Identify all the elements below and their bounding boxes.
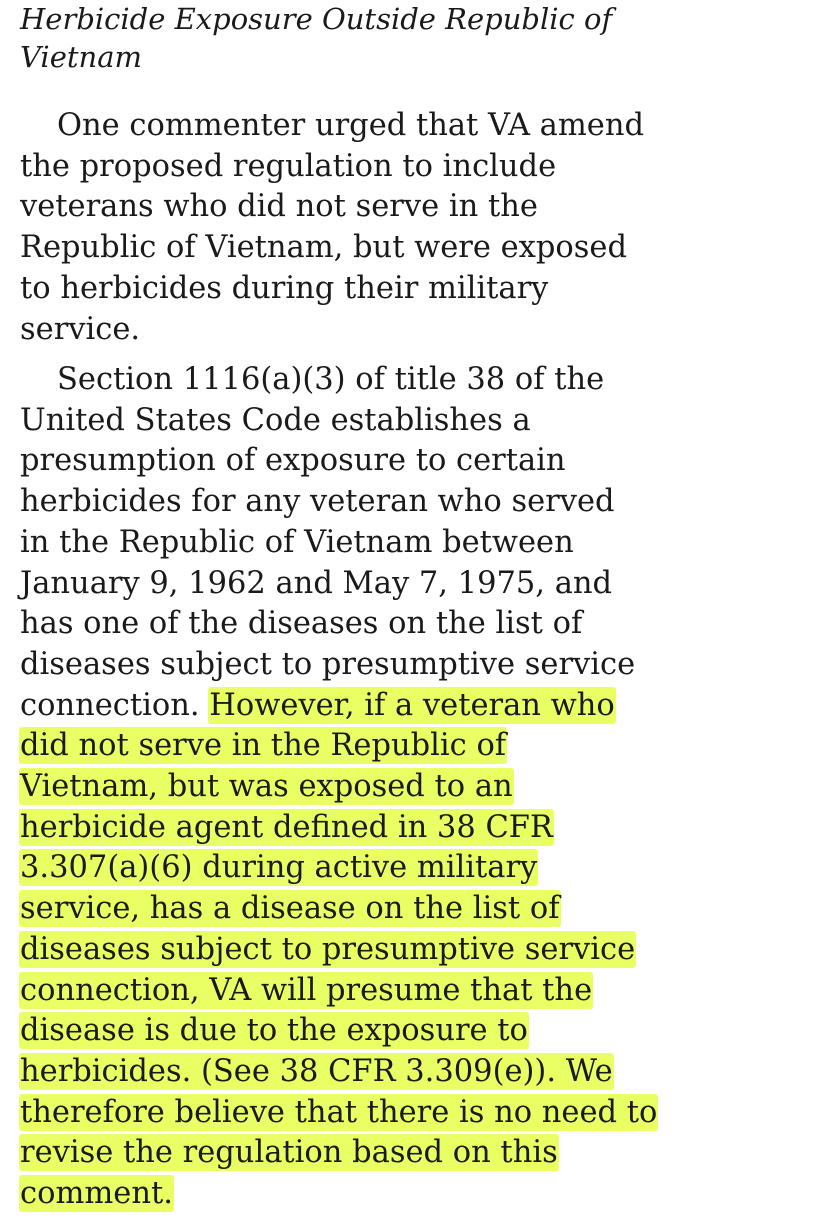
highlighted-text: herbicide agent defined in 38 CFR <box>20 809 553 845</box>
highlighted-text: However, if a veteran who <box>209 687 615 723</box>
text-line: Republic of Vietnam, but were exposed <box>20 230 627 266</box>
highlighted-line <box>20 930 720 971</box>
highlighted-text: did not serve in the Republic of <box>20 728 507 764</box>
highlighted-line <box>20 1093 720 1134</box>
highlighted-line <box>20 1133 720 1174</box>
highlighted-text: service, has a disease on the list of <box>20 891 560 927</box>
text-line: Section 1116(a)(3) of title 38 of the <box>57 362 605 397</box>
heading-line: Herbicide Exposure Outside Republic of <box>20 2 613 36</box>
highlighted-text: disease is due to the exposure to <box>20 1013 528 1049</box>
highlighted-text: Vietnam, but was exposed to an <box>20 769 513 805</box>
highlighted-text: connection, VA will presume that the <box>20 972 593 1008</box>
text-line <box>20 686 720 727</box>
text-line: United States Code establishes a <box>20 402 531 438</box>
highlighted-line <box>20 808 720 849</box>
text-line: has one of the diseases on the list of <box>20 606 583 642</box>
paragraph-section-1116 <box>20 360 720 1215</box>
highlighted-text: 3.307(a)(6) during active military <box>20 850 538 886</box>
text-line: presumption of exposure to certain <box>20 443 566 479</box>
text-line: herbicides for any veteran who served <box>20 484 615 520</box>
highlighted-line <box>20 848 720 889</box>
highlighted-text: diseases subject to presumptive service <box>20 931 636 967</box>
highlighted-line <box>20 767 720 808</box>
highlighted-line <box>20 1052 720 1093</box>
highlighted-text: therefore believe that there is no need to <box>20 1094 658 1130</box>
plain-text: connection. <box>20 687 210 723</box>
text-line: veterans who did not serve in the <box>20 189 538 225</box>
paragraph-commenter <box>20 106 720 350</box>
highlighted-text: herbicides. (See 38 CFR 3.309(e)). We <box>20 1053 613 1089</box>
highlighted-text: revise the regulation based on this <box>20 1135 558 1171</box>
text-line: in the Republic of Vietnam between <box>20 524 574 560</box>
highlighted-line <box>20 1011 720 1052</box>
highlighted-line <box>20 1174 720 1215</box>
highlighted-line <box>20 889 720 930</box>
highlighted-line <box>20 726 720 767</box>
text-line: the proposed regulation to include <box>20 148 557 184</box>
section-heading <box>20 0 740 76</box>
text-line: to herbicides during their military <box>20 270 549 306</box>
text-line: January 9, 1962 and May 7, 1975, and <box>20 565 613 601</box>
highlighted-text: comment. <box>20 1176 173 1212</box>
text-line: One commenter urged that VA amend <box>57 108 645 143</box>
text-line: service. <box>20 311 141 347</box>
heading-line: Vietnam <box>20 40 142 74</box>
highlighted-line <box>20 971 720 1012</box>
text-line: diseases subject to presumptive service <box>20 646 636 682</box>
